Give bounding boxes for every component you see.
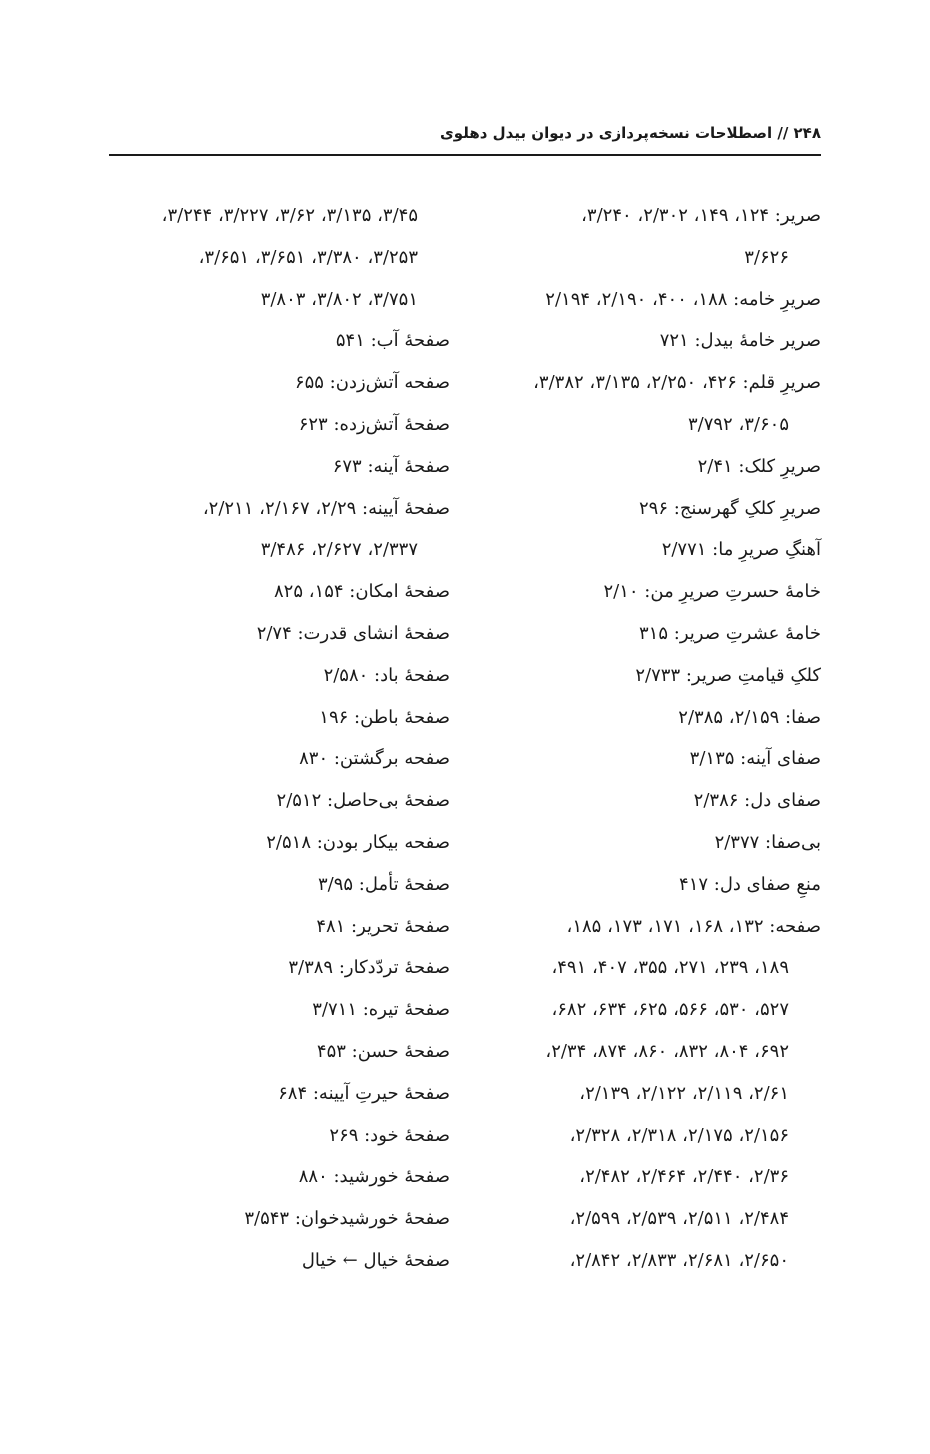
index-entry: کلکِ قیامتِ صریر: ۲/۷۳۳ xyxy=(635,664,821,686)
index-entry-continuation: ۶۹۲، ۸۰۴، ۸۳۲، ۸۶۰، ۸۷۴، ۲/۳۴، xyxy=(545,1040,789,1062)
header-rule xyxy=(109,154,821,156)
index-entry: صفحهٔ تحریر: ۴۸۱ xyxy=(316,915,450,937)
index-entry-continuation: ۳/۶۲۶ xyxy=(744,246,789,268)
index-entry: صفحهٔ حسن: ۴۵۳ xyxy=(316,1040,450,1062)
index-entry: صفای دل: ۲/۳۸۶ xyxy=(693,790,821,812)
index-entry: صفحهٔ تیره: ۳/۷۱۱ xyxy=(312,999,450,1021)
index-entry: صفحهٔ حیرتِ آیینه: ۶۸۴ xyxy=(278,1082,450,1104)
index-entry: صفحهٔ خود: ۲۶۹ xyxy=(329,1124,450,1146)
index-entry: صفحهٔ آتش‌زده: ۶۲۳ xyxy=(298,413,450,435)
index-entry: خامهٔ حسرتِ صریرِ من: ۲/۱۰ xyxy=(603,581,821,603)
index-entry-continuation: ۳/۶۰۵، ۳/۷۹۲ xyxy=(687,413,789,435)
index-entry: صفحهٔ خیال ← خیال xyxy=(301,1249,450,1271)
index-entry-continuation: ۵۲۷، ۵۳۰، ۵۶۶، ۶۲۵، ۶۳۴، ۶۸۲، xyxy=(551,999,789,1021)
index-entry: صفحه: ۱۳۲، ۱۶۸، ۱۷۱، ۱۷۳، ۱۸۵، xyxy=(566,915,821,937)
index-entry-continuation: ۳/۲۵۳، ۳/۳۸۰، ۳/۶۵۱، ۳/۶۵۱، xyxy=(198,246,418,268)
index-entry-continuation: ۲/۶۱، ۲/۱۱۹، ۲/۱۲۲، ۲/۱۳۹، xyxy=(579,1082,789,1104)
index-entry-continuation: ۲/۶۵۰، ۲/۶۸۱، ۲/۸۳۳، ۲/۸۴۲، xyxy=(569,1249,789,1271)
index-entry: صفحهٔ آیینه: ۲/۲۹، ۲/۱۶۷، ۲/۲۱۱، xyxy=(202,497,450,519)
index-entry: خامهٔ عشرتِ صریر: ۳۱۵ xyxy=(639,622,821,644)
index-entry: صریر خامهٔ بیدل: ۷۲۱ xyxy=(659,330,821,352)
index-entry: صفحهٔ باد: ۲/۵۸۰ xyxy=(323,664,450,686)
index-entry-continuation: ۱۸۹، ۲۳۹، ۲۷۱، ۳۵۵، ۴۰۷، ۴۹۱، xyxy=(551,957,789,979)
index-entry-continuation: ۲/۳۶، ۲/۴۴۰، ۲/۴۶۴، ۲/۴۸۲، xyxy=(579,1166,789,1188)
index-entry: صفحهٔ انشای قدرت: ۲/۷۴ xyxy=(256,622,450,644)
index-entry: صفحه بیکار بودن: ۲/۵۱۸ xyxy=(266,831,450,853)
index-entry: صفحه برگشتن: ۸۳۰ xyxy=(299,748,450,770)
index-entry: صفحهٔ تأمل: ۳/۹۵ xyxy=(317,873,450,895)
index-entry: منعِ صفای دل: ۴۱۷ xyxy=(679,873,821,895)
index-entry: صفحهٔ تردّدکار: ۳/۳۸۹ xyxy=(288,957,450,979)
index-entry: آهنگِ صریرِ ما: ۲/۷۷۱ xyxy=(661,539,821,561)
index-entry-continuation: ۳/۴۵، ۳/۱۳۵، ۳/۶۲، ۳/۲۲۷، ۳/۲۴۴، xyxy=(161,205,418,226)
index-entry: صفحهٔ امکان: ۱۵۴، ۸۲۵ xyxy=(273,581,450,603)
index-entry: صفحهٔ باطن: ۱۹۶ xyxy=(319,706,450,728)
index-entry: صفا: ۲/۱۵۹، ۲/۳۸۵ xyxy=(678,706,821,728)
index-entry: صفای آینه: ۳/۱۳۵ xyxy=(689,748,821,770)
index-column-right xyxy=(470,195,821,1282)
index-entry-continuation: ۲/۳۳۷، ۲/۶۲۷، ۳/۴۸۶ xyxy=(260,539,418,561)
index-entry: بی‌صفا: ۲/۳۷۷ xyxy=(714,831,821,853)
index-entry: صفحهٔ آینه: ۶۷۳ xyxy=(332,455,450,477)
running-header: ۲۴۸ // اصطلاحات نسخه‌پردازی در دیوان بیدل دهلوی xyxy=(440,124,821,142)
index-entry-continuation: ۲/۱۵۶، ۲/۱۷۵، ۲/۳۱۸، ۲/۳۲۸، xyxy=(569,1124,789,1146)
index-entry: صفحه آتش‌زدن: ۶۵۵ xyxy=(294,372,450,394)
index-column-left xyxy=(105,195,450,1282)
index-entry: صفحهٔ خورشیدخوان: ۳/۵۴۳ xyxy=(244,1208,450,1230)
index-entry: صریرِ خامه: ۱۸۸، ۴۰۰، ۲/۱۹۰، ۲/۱۹۴ xyxy=(545,288,821,310)
index-entry: صفحهٔ خورشید: ۸۸۰ xyxy=(298,1166,450,1188)
index-entry: صفحهٔ بی‌حاصل: ۲/۵۱۲ xyxy=(276,790,450,812)
index-entry: صریرِ کلکِ گهرسنج: ۲۹۶ xyxy=(639,497,821,519)
index-entry: صفحهٔ آب: ۵۴۱ xyxy=(335,330,450,352)
index-entry-continuation: ۲/۴۸۴، ۲/۵۱۱، ۲/۵۳۹، ۲/۵۹۹، xyxy=(569,1208,789,1230)
index-entry: صریرِ قلم: ۴۲۶، ۲/۲۵۰، ۳/۱۳۵، ۳/۳۸۲، xyxy=(533,372,821,394)
index-entry: صریرِ کلک: ۲/۴۱ xyxy=(697,455,821,477)
index-entry-continuation: ۳/۷۵۱، ۳/۸۰۲، ۳/۸۰۳ xyxy=(260,288,418,310)
index-entry: صریر: ۱۲۴، ۱۴۹، ۲/۳۰۲، ۳/۲۴۰، xyxy=(581,205,821,226)
